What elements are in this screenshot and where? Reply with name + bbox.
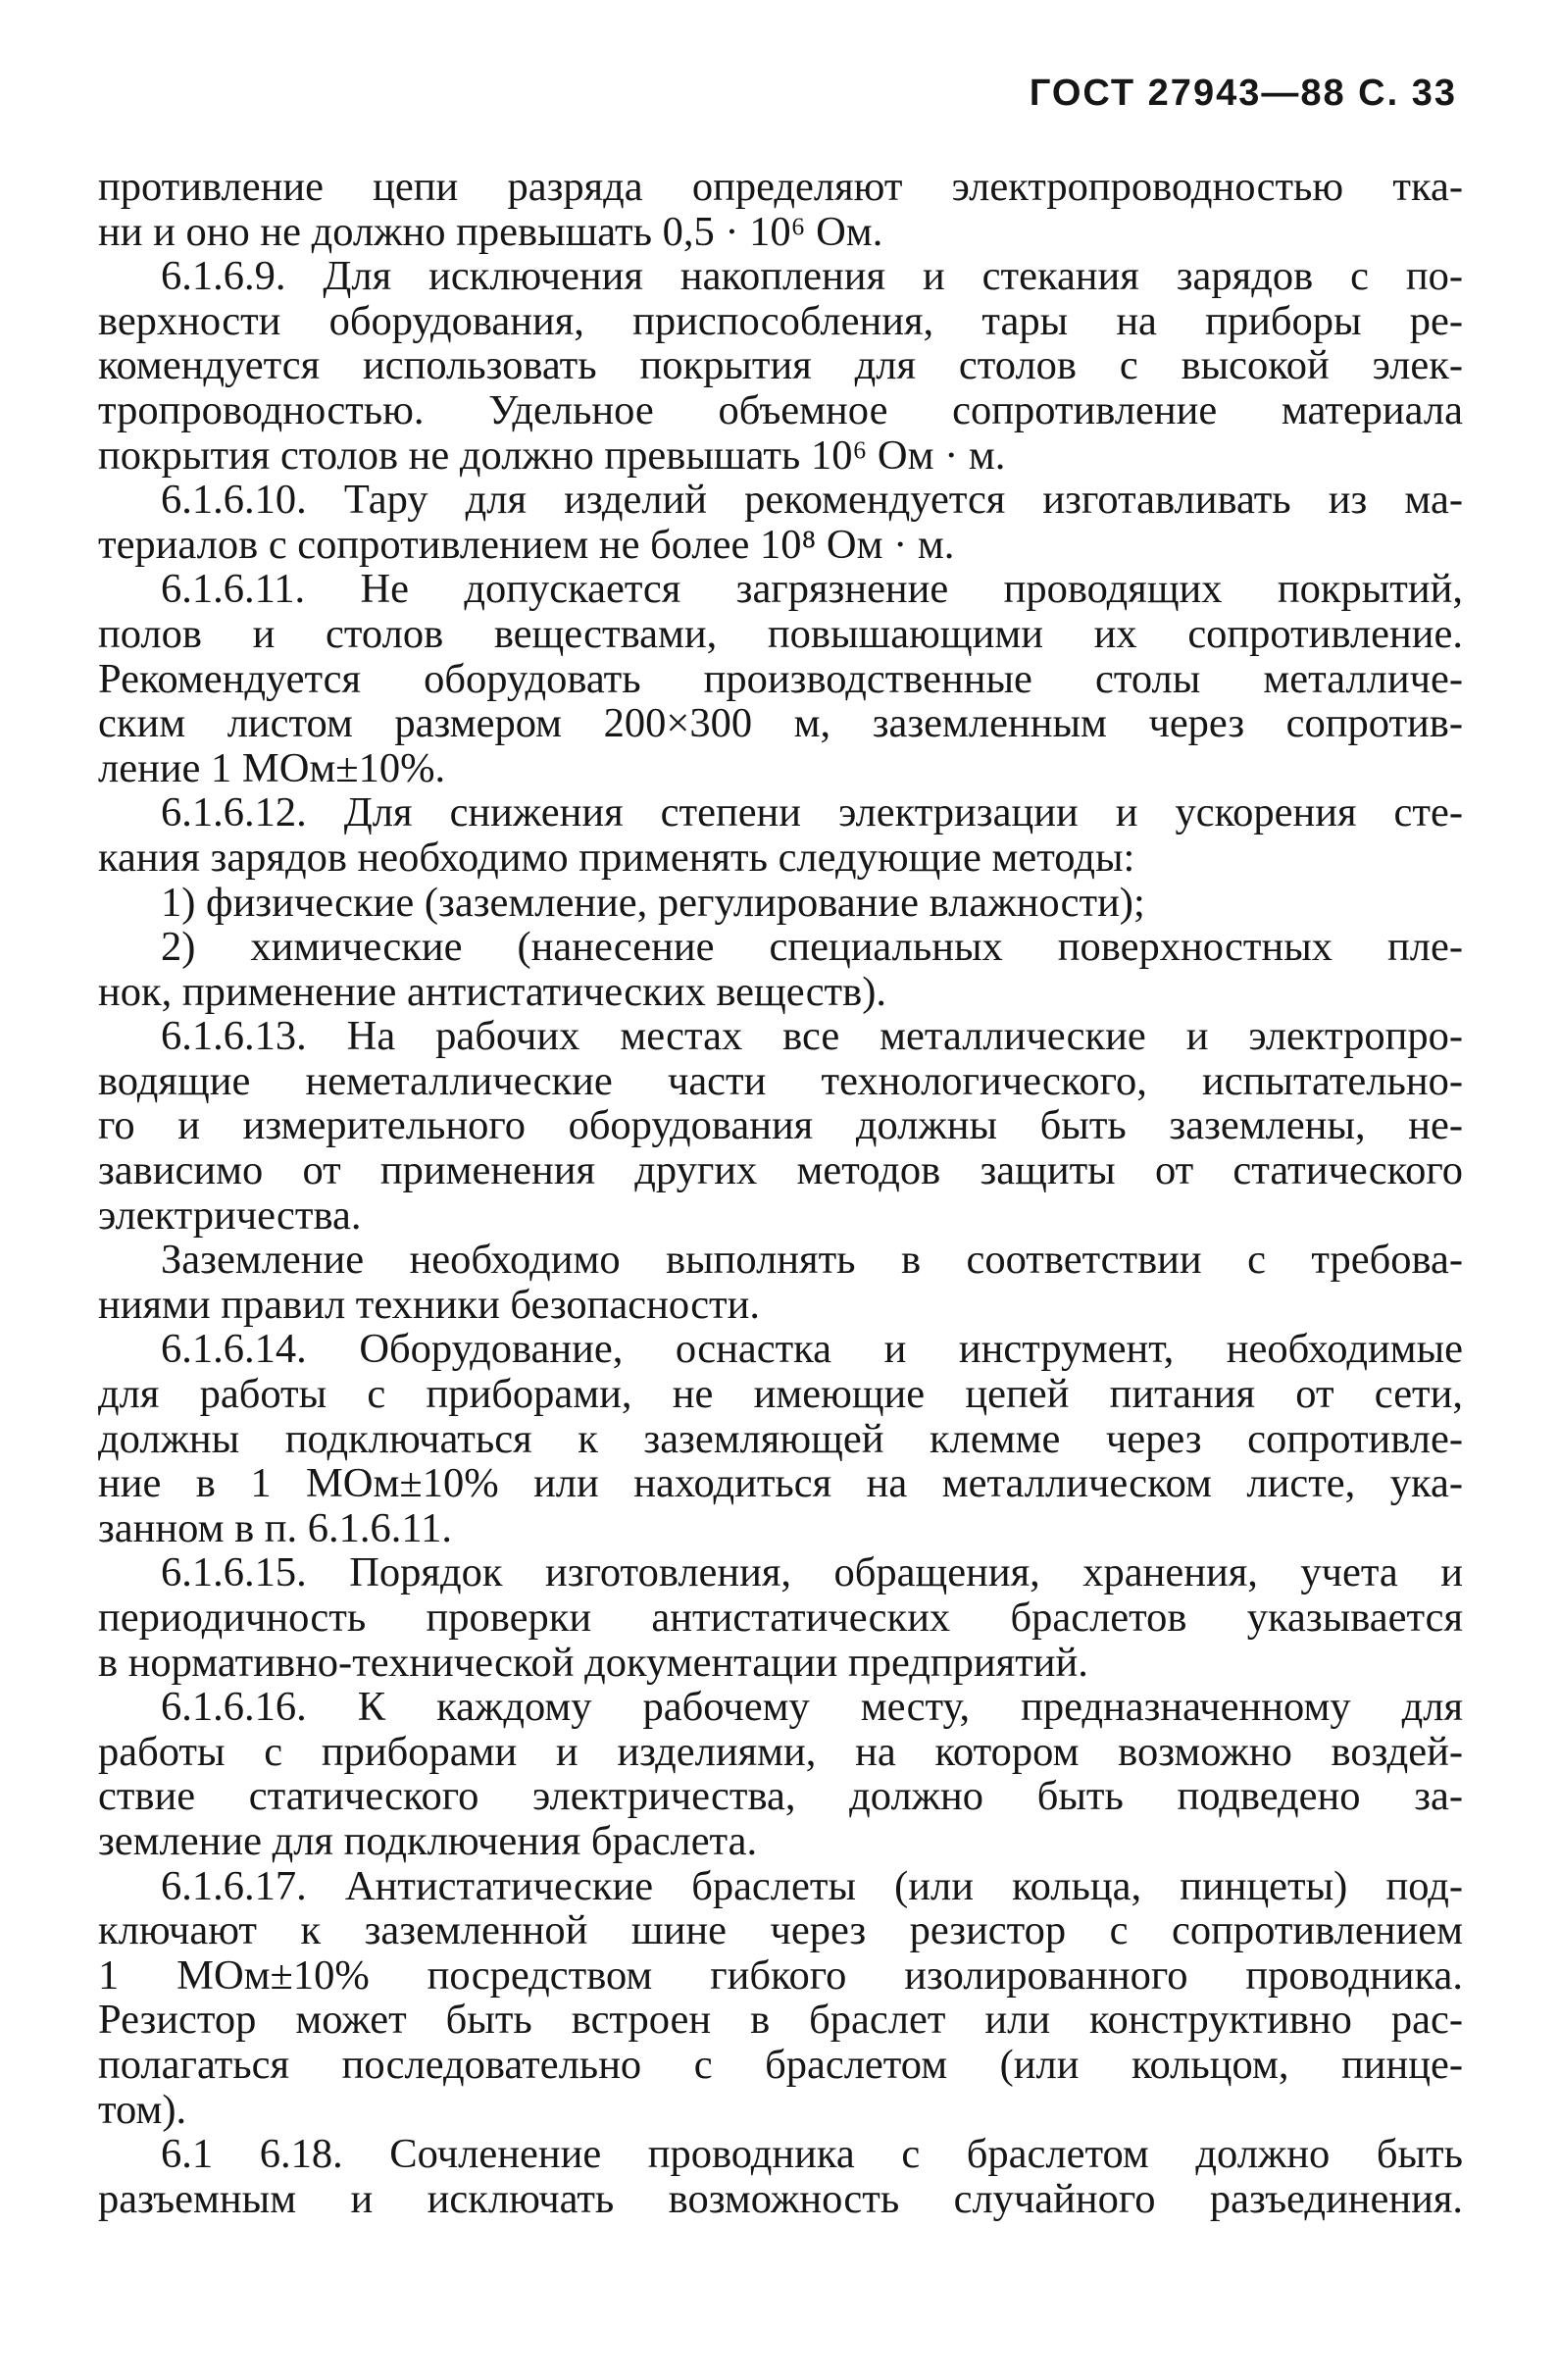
text-line: полов и столов веществами, повышающими их сопротивление. (98, 610, 1463, 657)
text-line: занном в п. 6.1.6.11. (98, 1504, 452, 1551)
text-line: 1 МОм±10% посредством гибкого изолированного проводника. (98, 1951, 1463, 1999)
text-line: го и измерительного оборудования должны быть заземлены, не- (98, 1102, 1463, 1149)
text-line: в нормативно-технической документации предприятий. (98, 1639, 1088, 1686)
text-line: водящие неметаллические части технологического, испытательно- (98, 1057, 1463, 1104)
text-line: 6.1.6.17. Антистатические браслеты (или кольца, пинцеты) под- (161, 1862, 1463, 1909)
text-line: тропроводностью. Удельное объемное сопротивление материала (98, 386, 1463, 433)
text-line: ние в 1 МОм±10% или находиться на металлическом листе, ука- (98, 1460, 1463, 1507)
text-line: 6.1.6.9. Для исключения накопления и стекания зарядов с по- (161, 253, 1463, 300)
text-line: Резистор может быть встроен в браслет или конструктивно рас- (98, 1997, 1463, 2044)
body-text (98, 165, 1463, 2221)
text-line: 1) физические (заземление, регулирование влажности); (161, 879, 1145, 926)
text-line: ключают к заземленной шине через резистор с сопротивлением (98, 1907, 1463, 1954)
text-line: 6.1.6.12. Для снижения степени электризации и ускорения сте- (161, 789, 1463, 836)
text-line: 6.1.6.16. К каждому рабочему месту, предназначенному для (161, 1684, 1463, 1731)
text-line: нок, применение антистатических веществ). (98, 968, 886, 1015)
text-line: 6.1.6.10. Тару для изделий рекомендуется изготавливать из ма- (161, 477, 1463, 524)
text-line: 6.1.6.13. На рабочих местах все металлические и электропро- (161, 1013, 1463, 1060)
text-line: покрытия столов не должно превышать 10⁶ Ом · м. (98, 431, 1006, 479)
text-line: 6.1 6.18. Сочленение проводника с браслетом должно быть (161, 2131, 1463, 2178)
text-line: разъемным и исключать возможность случайного разъединения. (98, 2175, 1463, 2222)
text-line: ствие статического электричества, должно быть подведено за- (98, 1773, 1463, 1820)
text-line: кания зарядов необходимо применять следующие методы: (98, 834, 1135, 881)
running-header: ГОСТ 27943—88 С. 33 (1029, 73, 1457, 114)
text-line: Рекомендуется оборудовать производственные столы металличе- (98, 655, 1463, 702)
text-line: ским листом размером 200×300 м, заземленным через сопротив- (98, 700, 1463, 747)
text-line: противление цепи разряда определяют электропроводностью тка- (98, 164, 1463, 210)
text-line: земление для подключения браслета. (98, 1817, 758, 1864)
text-line: 6.1.6.14. Оборудование, оснастка и инструмент, необходимые (161, 1326, 1463, 1373)
text-line: 6.1.6.15. Порядок изготовления, обращения, хранения, учета и (161, 1549, 1463, 1596)
text-line: ниями правил техники безопасности. (98, 1281, 760, 1328)
text-line: териалов с сопротивлением не более 10⁸ Ом · м. (98, 521, 955, 568)
text-line: 6.1.6.11. Не допускается загрязнение проводящих покрытий, (161, 566, 1463, 613)
text-line: том). (98, 2086, 187, 2133)
text-line: зависимо от применения других методов защиты от статического (98, 1147, 1463, 1194)
text-line: периодичность проверки антистатических браслетов указывается (98, 1595, 1463, 1641)
text-line: работы с приборами и изделиями, на котором возможно воздей- (98, 1728, 1463, 1775)
text-line: ни и оно не должно превышать 0,5 · 10⁶ Ом. (98, 208, 883, 255)
text-line: 2) химические (нанесение специальных поверхностных пле- (161, 924, 1463, 971)
text-line: должны подключаться к заземляющей клемме через сопротивле- (98, 1415, 1463, 1462)
text-line: ление 1 МОм±10%. (98, 744, 446, 791)
text-line: комендуется использовать покрытия для столов с высокой элек- (98, 342, 1463, 389)
text-line: Заземление необходимо выполнять в соответствии с требова- (161, 1237, 1463, 1284)
text-line: полагаться последовательно с браслетом (или кольцом, пинце- (98, 2041, 1463, 2088)
text-line: верхности оборудования, приспособления, тары на приборы ре- (98, 297, 1463, 344)
text-line: электричества. (98, 1191, 362, 1239)
text-line: для работы с приборами, не имеющие цепей питания от сети, (98, 1371, 1463, 1418)
